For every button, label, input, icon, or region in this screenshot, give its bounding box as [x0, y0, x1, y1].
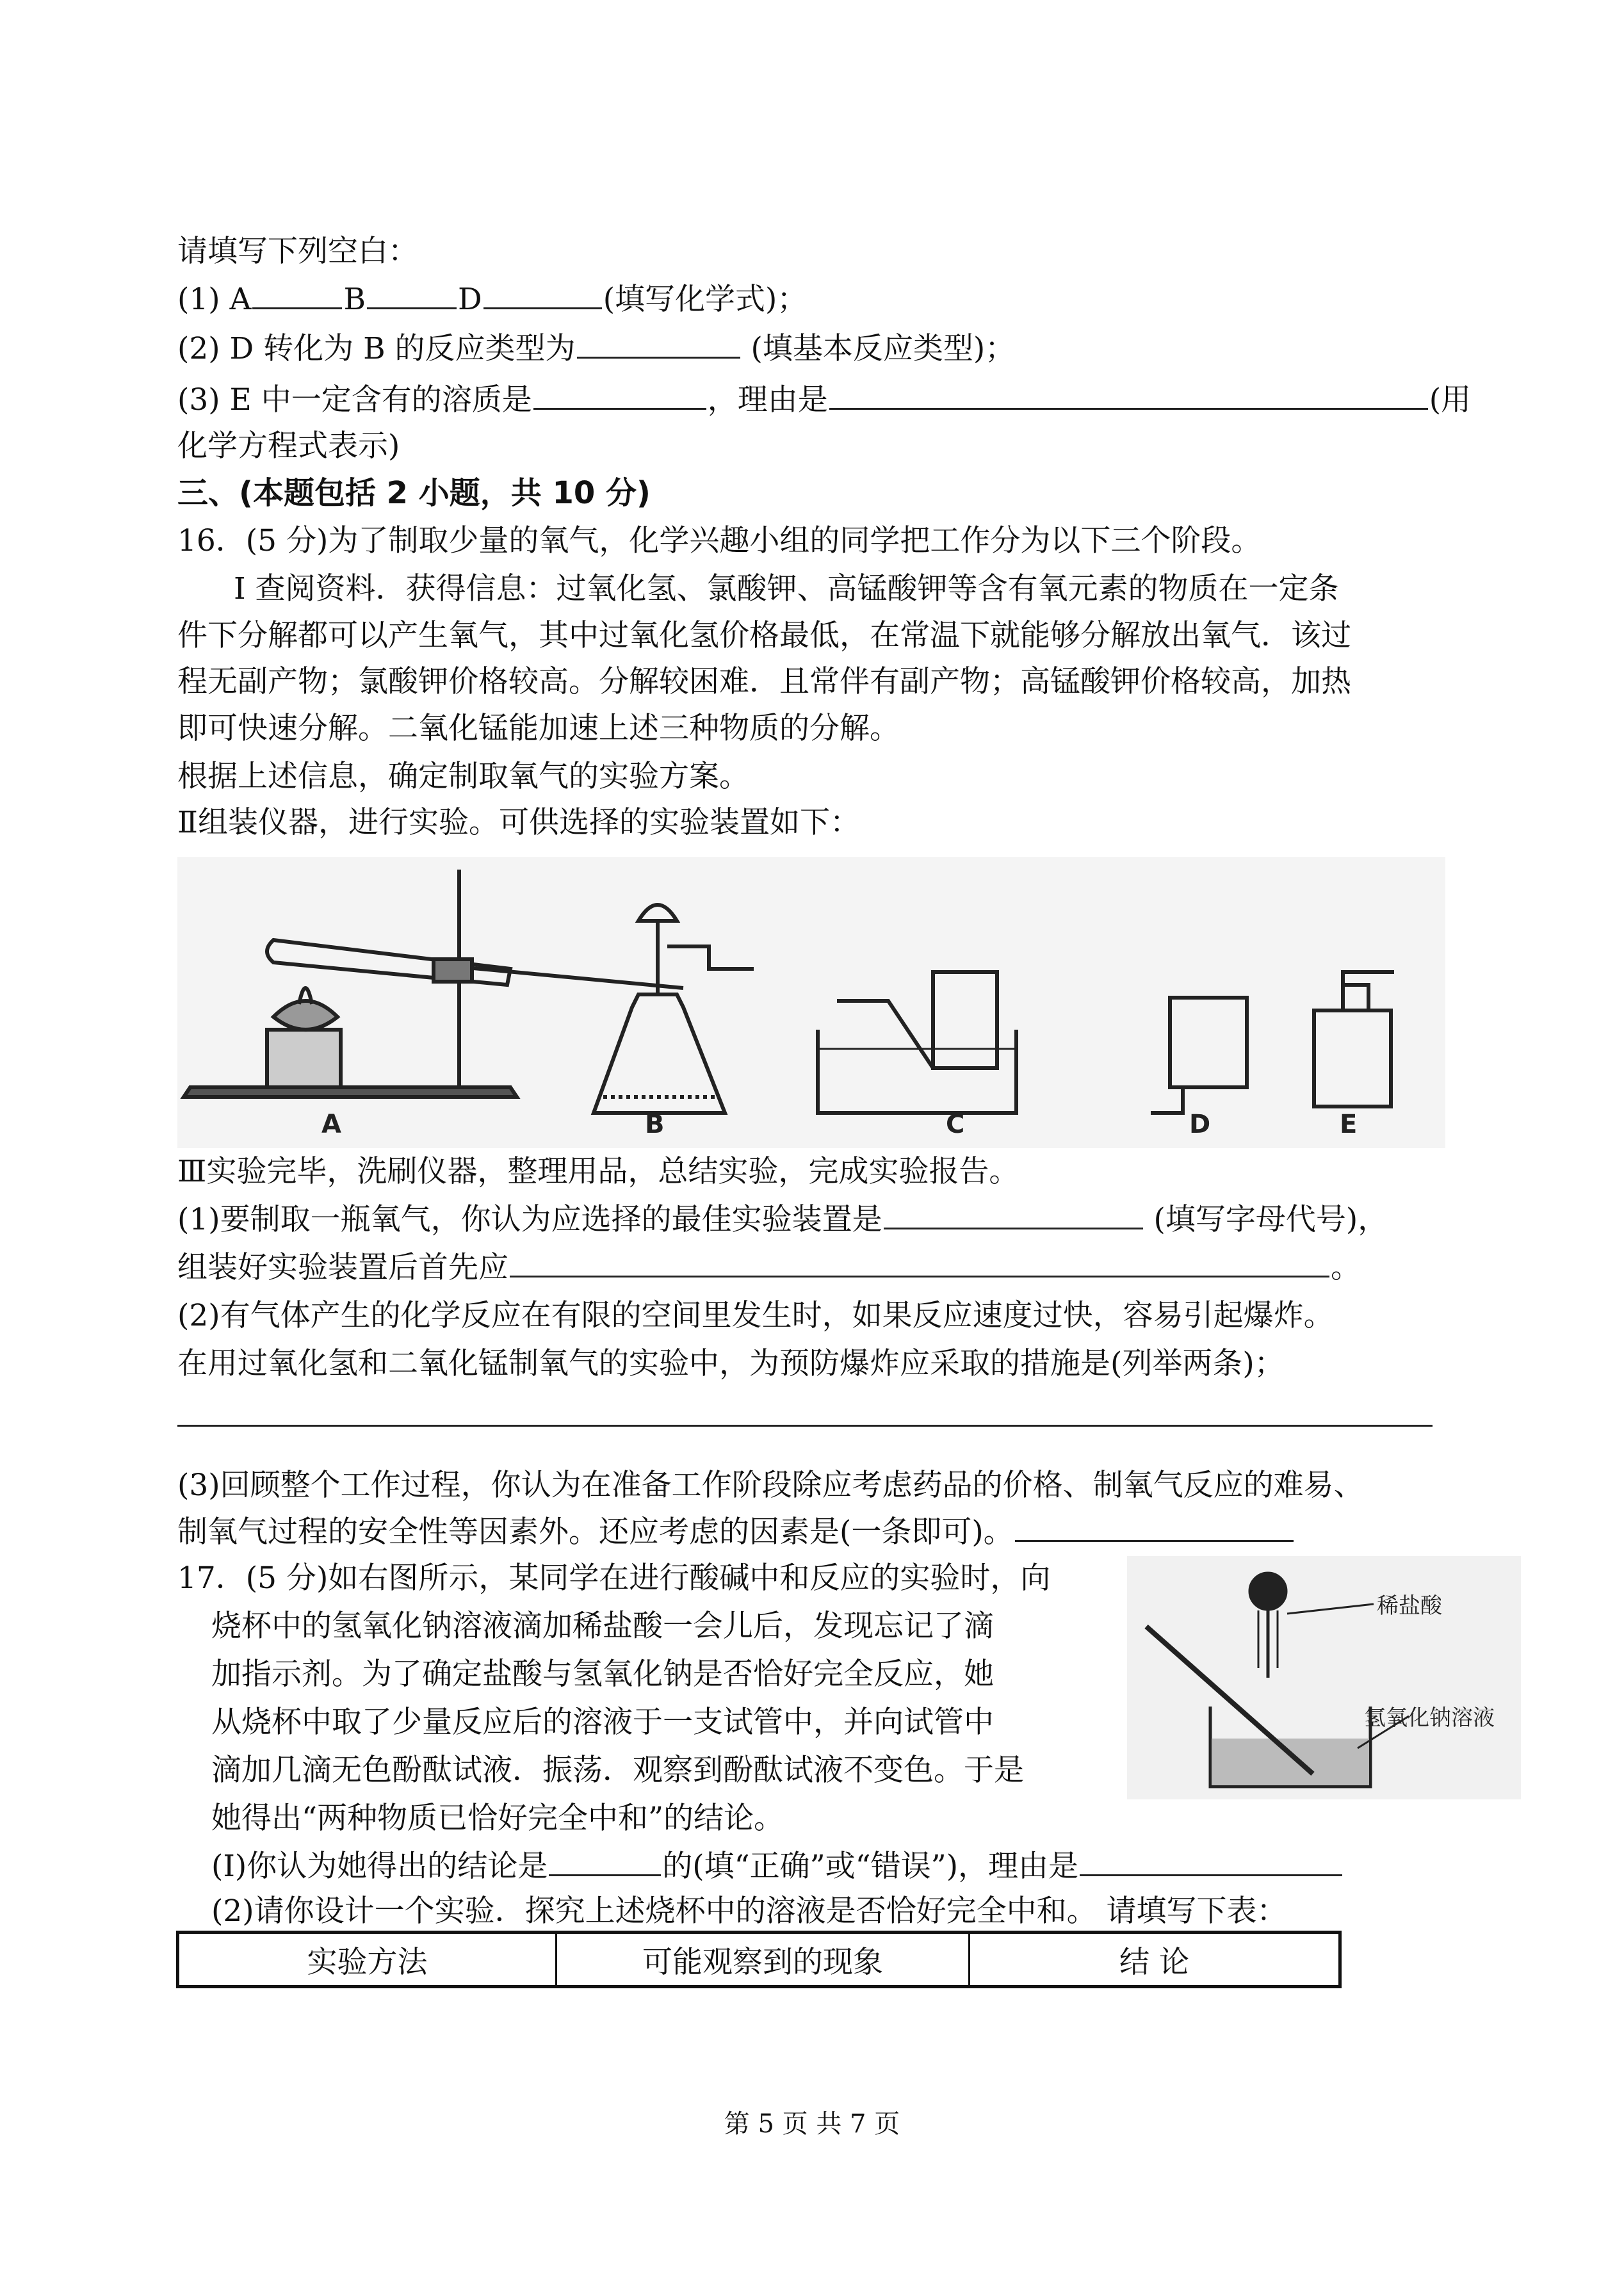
q17-question2: (2)请你设计一个实验．探究上述烧杯中的溶液是否恰好完全中和。 请填写下表： — [211, 1894, 1287, 1929]
q16-heading: 16．(5 分)为了制取少量的氧气，化学兴趣小组的同学把工作分为以下三个阶段。 — [177, 523, 1262, 558]
q16-paragraph-line: 即可快速分解。二氧化锰能加速上述三种物质的分解。 — [177, 711, 900, 746]
q17-heading: 17．(5 分)如右图所示，某同学在进行酸碱中和反应的实验时，向 — [177, 1561, 1051, 1596]
q17-question1: (I)你认为她得出的结论是 的(填“正确”或“错误”)，理由是 — [211, 1844, 1344, 1889]
answer-blank-d[interactable] — [483, 279, 602, 309]
intro-text: 请填写下列空白： — [177, 234, 418, 269]
q16-paragraph-line: 件下分解都可以产生氧气，其中过氧化氢价格最低，在常温下就能够分解放出氧气．该过 — [177, 618, 1351, 653]
apparatus-label: B — [645, 1110, 665, 1139]
q17-paragraph-line: 她得出“两种物质已恰好完全中和”的结论。 — [211, 1801, 784, 1836]
q16-question3-cont: 制氧气过程的安全性等因素外。还应考虑的因素是(一条即可)。 — [177, 1510, 1295, 1555]
acid-label: 稀盐酸 — [1377, 1593, 1442, 1619]
q17-paragraph-line: 滴加几滴无色酚酞试液．振荡．观察到酚酞试液不变色。于是 — [211, 1753, 1024, 1788]
answer-blank-reason[interactable] — [829, 380, 1428, 410]
q16-paragraph-line: Ⅱ组装仪器，进行实验。可供选择的实验装置如下： — [177, 805, 860, 840]
q16-paragraph-line: I 查阅资料．获得信息：过氧化氢、氯酸钾、高锰酸钾等含有氧元素的物质在一定条 — [234, 571, 1339, 606]
neutralization-figure — [1127, 1556, 1521, 1799]
q16-paragraph-line: Ⅲ实验完毕，洗刷仪器，整理用品，总结实验，完成实验报告。 — [177, 1154, 1019, 1189]
answer-line-measures[interactable] — [177, 1425, 1433, 1427]
experiment-report-table — [176, 1931, 1342, 1988]
section-title: 三、(本题包括 2 小题，共 10 分) — [177, 475, 651, 511]
apparatus-drawing — [177, 857, 1445, 1148]
apparatus-label: C — [946, 1110, 965, 1139]
apparatus-label: D — [1189, 1110, 1211, 1139]
q16-paragraph-line: 程无副产物；氯酸钾价格较高。分解较困难．且常伴有副产物；高锰酸钾价格较高，加热 — [177, 664, 1351, 699]
answer-blank-verdict[interactable] — [549, 1846, 661, 1876]
answer-blank-reason-17[interactable] — [1080, 1846, 1342, 1876]
apparatus-figure — [177, 857, 1445, 1148]
page-footer: 第 5 页 共 7 页 — [724, 2109, 900, 2139]
apparatus-label: E — [1340, 1110, 1358, 1139]
q15-part2: (2) D 转化为 B 的反应类型为 (填基本反应类型)； — [177, 327, 1015, 371]
q16-question3: (3)回顾整个工作过程，你认为在准备工作阶段除应考虑药品的价格、制氧气反应的难易、 — [177, 1468, 1364, 1503]
answer-blank-a[interactable] — [252, 279, 342, 309]
answer-blank-apparatus[interactable] — [884, 1199, 1143, 1229]
q17-paragraph-line: 烧杯中的氢氧化钠溶液滴加稀盐酸一会儿后，发现忘记了滴 — [211, 1609, 994, 1644]
beaker-drawing — [1127, 1556, 1521, 1799]
base-label: 氢氧化钠溶液 — [1364, 1705, 1495, 1731]
answer-blank-reaction-type[interactable] — [577, 328, 740, 359]
table-header-method: 实验方法 — [178, 1933, 556, 1987]
table-header-row — [178, 1933, 1340, 1987]
table-header-phenomenon: 可能观察到的现象 — [556, 1933, 970, 1987]
answer-blank-first-step[interactable] — [510, 1247, 1329, 1277]
q15-part3-cont: 化学方程式表示) — [177, 428, 400, 464]
q16-question1-cont: 组装好实验装置后首先应 。 — [177, 1245, 1361, 1290]
answer-blank-b[interactable] — [367, 279, 457, 309]
q16-question1: (1)要制取一瓶氧气，你认为应选择的最佳实验装置是 (填写字母代号)， — [177, 1197, 1388, 1242]
q15-part1: (1) A B D (填写化学式)； — [177, 277, 807, 322]
q16-paragraph-line: 根据上述信息，确定制取氧气的实验方案。 — [177, 759, 749, 794]
q16-question2-cont: 在用过氧化氢和二氧化锰制氧气的实验中，为预防爆炸应采取的措施是(列举两条)； — [177, 1346, 1285, 1381]
q16-question2: (2)有气体产生的化学反应在有限的空间里发生时，如果反应速度过快，容易引起爆炸。 — [177, 1298, 1334, 1333]
answer-blank-factor[interactable] — [1015, 1512, 1294, 1542]
answer-blank-solute[interactable] — [533, 380, 706, 410]
table-header-conclusion: 结 论 — [970, 1933, 1340, 1987]
q15-part3: (3) E 中一定含有的溶质是 ，理由是 (用 — [177, 378, 1471, 423]
q17-paragraph-line: 加指示剂。为了确定盐酸与氢氧化钠是否恰好完全反应，她 — [211, 1657, 994, 1692]
q17-paragraph-line: 从烧杯中取了少量反应后的溶液于一支试管中，并向试管中 — [211, 1705, 994, 1740]
apparatus-label: A — [321, 1110, 341, 1139]
